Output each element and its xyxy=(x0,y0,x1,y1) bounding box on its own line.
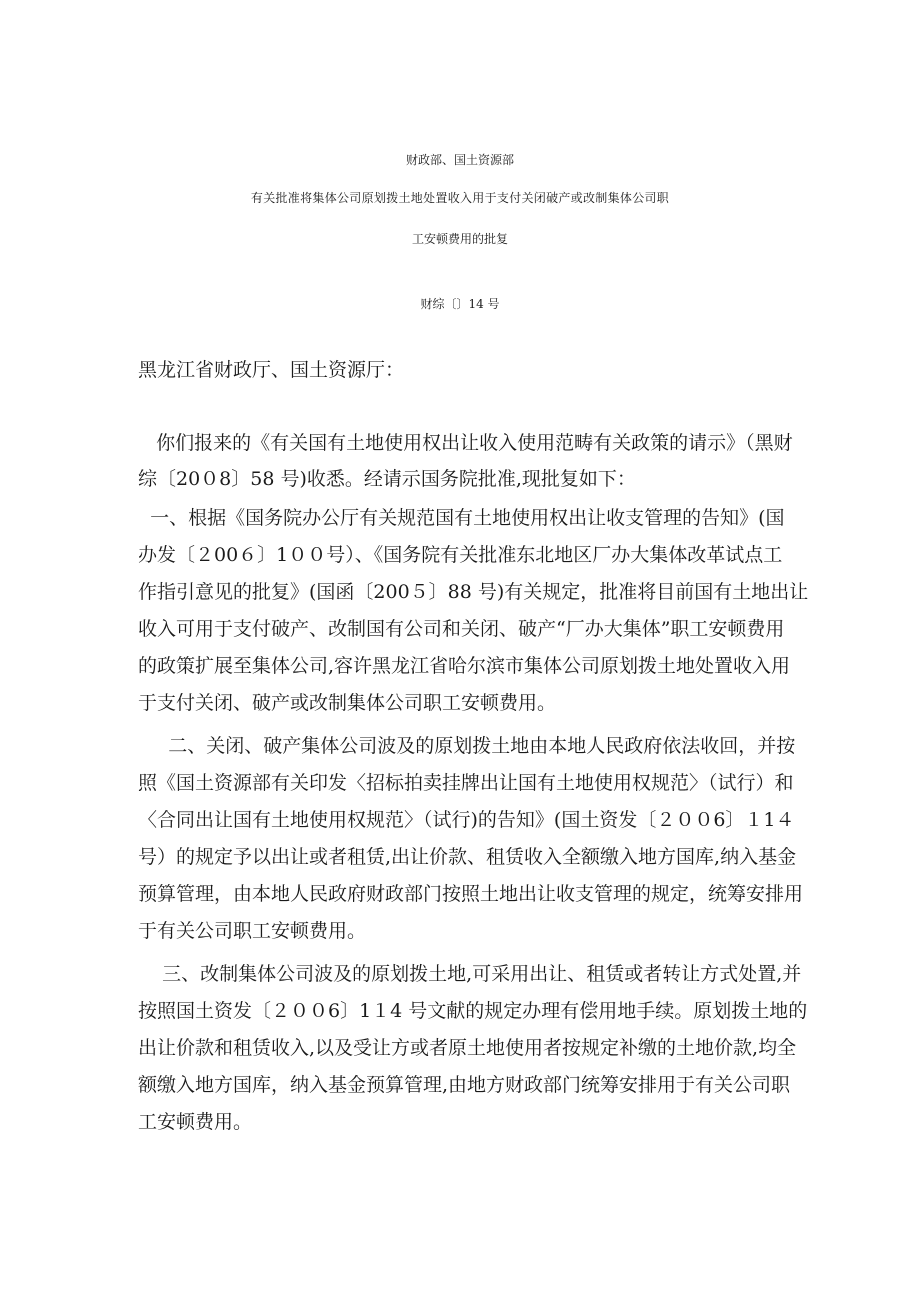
body-line: 的政策扩展至集体公司,容许黑龙江省哈尔滨市集体公司原划拨土地处置收入用 xyxy=(138,655,791,677)
body-line: 办发〔２00６〕1００号）、《国务院有关批准东北地区厂办大集体改革试点工 xyxy=(138,544,783,566)
body-line: 工安顿费用。 xyxy=(138,1111,253,1133)
body-line: 按照国土资发〔２００6〕1１4 号文献的规定办理有偿用地手续。原划拨土地的 xyxy=(138,1000,808,1022)
body-line: 于支付关闭、破产或改制集体公司职工安顿费用。 xyxy=(138,692,557,714)
body-line: 出让价款和租赁收入,以及受让方或者原土地使用者按规定补缴的土地价款,均全 xyxy=(138,1037,797,1059)
body-line: 号）的规定予以出让或者租赁,出让价款、租赁收入全额缴入地方国库,纳入基金 xyxy=(138,846,797,868)
body-line: 综〔20０8〕58 号)收悉。经请示国务院批准,现批复如下： xyxy=(138,468,636,490)
body-line: 你们报来的《有关国有土地使用权出让收入使用范畴有关政策的请示》（黑财 xyxy=(138,432,793,454)
body-line: 于有关公司职工安顿费用。 xyxy=(138,920,367,942)
body-line: 三、改制集体公司波及的原划拨土地,可采用出让、租赁或者转让方式处置,并 xyxy=(138,963,802,985)
body-line: 收入可用于支付破产、改制国有公司和关闭、破产“厂办大集体”职工安顿费用 xyxy=(138,618,785,640)
title-line-2: 工安顿费用的批复 xyxy=(411,232,508,246)
body-line: 二、关闭、破产集体公司波及的原划拨土地由本地人民政府依法收回，并按 xyxy=(138,735,796,757)
addressee: 黑龙江省财政厅、国土资源厅： xyxy=(138,359,405,381)
issuer-line: 财政部、国土资源部 xyxy=(405,153,514,167)
body-line: 预算管理，由本地人民政府财政部门按照土地出让收支管理的规定，统筹安排用 xyxy=(138,883,804,905)
body-line: 作指引意见的批复》(国函〔200５〕88 号)有关规定，批准将目前国有土地出让 xyxy=(138,581,809,603)
title-line-1: 有关批准将集体公司原划拨土地处置收入用于支付关闭破产或改制集体公司职 xyxy=(250,191,670,205)
body-line: 一、根据《国务院办公厅有关规范国有土地使用权出让收支管理的告知》(国 xyxy=(138,507,785,529)
document-number: 财综〔〕14 号 xyxy=(420,297,500,311)
body-line: 〈合同出让国有土地使用权规范〉（试行)的告知》(国土资发〔２００6〕１1４ xyxy=(138,809,795,831)
body-line: 额缴入地方国库，纳入基金预算管理,由地方财政部门统筹安排用于有关公司职 xyxy=(138,1074,791,1096)
body-line: 照《国土资源部有关印发〈招标拍卖挂牌出让国有土地使用权规范〉（试行）和 xyxy=(138,772,794,794)
